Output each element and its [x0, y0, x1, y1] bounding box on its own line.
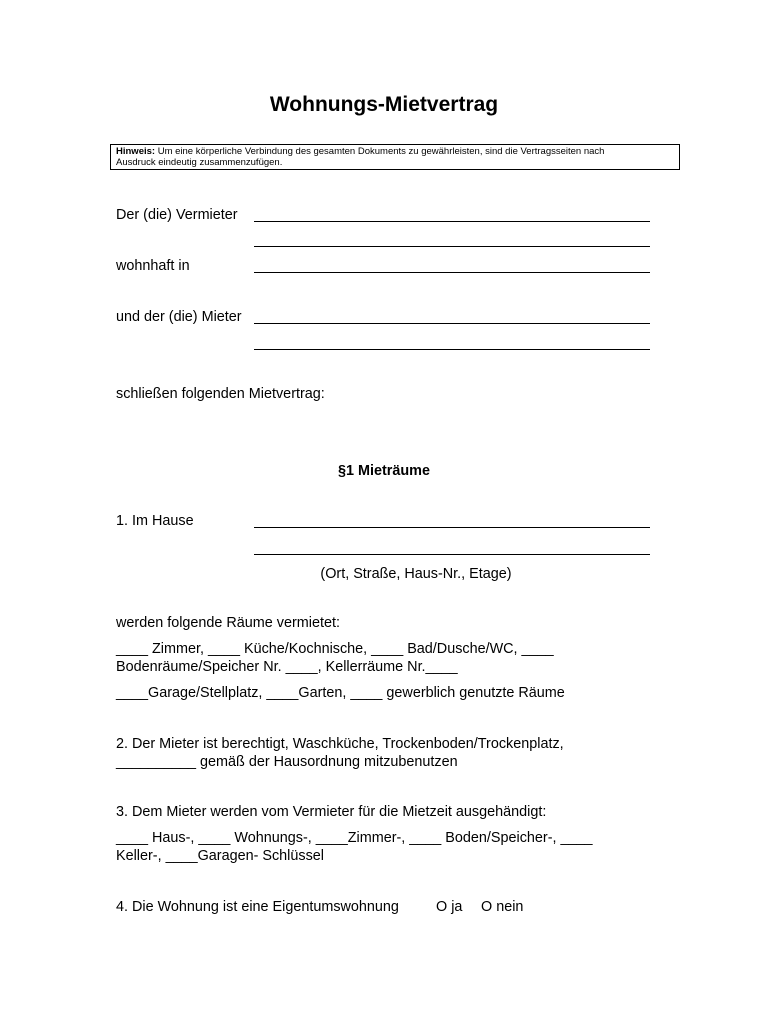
residence-label: wohnhaft in [116, 258, 190, 274]
notice-text-line1: Um eine körperliche Verbindung des gesamten Dokuments zu gewährleisten, sind die Vertragsseiten nach [157, 146, 605, 157]
landlord-name-field[interactable] [254, 221, 650, 222]
item1-label: 1. Im Hause [116, 513, 194, 529]
notice-label: Hinweis: [116, 146, 156, 157]
item2-line-1: 2. Der Mieter ist berechtigt, Waschküche, Trockenboden/Trockenplatz, [116, 736, 564, 752]
option-yes[interactable]: O ja [436, 899, 463, 915]
notice-box [110, 144, 680, 170]
location-hint: (Ort, Straße, Haus-Nr., Etage) [320, 566, 512, 582]
item3-line-2[interactable]: ____ Haus-, ____ Wohnungs-, ____Zimmer-, ____ Boden/Speicher-, ____ [116, 830, 593, 846]
house-address-field-2[interactable] [254, 554, 650, 555]
intro-text: schließen folgenden Mietvertrag: [116, 386, 325, 402]
tenant-name-field[interactable] [254, 323, 650, 324]
page-title: Wohnungs-Mietvertrag [269, 93, 499, 116]
item3-line-1: 3. Dem Mieter werden vom Vermieter für die Mietzeit ausgehändigt: [116, 804, 547, 820]
tenant-name-field-2[interactable] [254, 349, 650, 350]
landlord-name-field-2[interactable] [254, 246, 650, 247]
landlord-label: Der (die) Vermieter [116, 207, 238, 223]
rooms-line-2[interactable]: Bodenräume/Speicher Nr. ____, Kellerräume Nr.____ [116, 659, 458, 675]
tenant-label: und der (die) Mieter [116, 309, 242, 325]
rooms-line-1[interactable]: ____ Zimmer, ____ Küche/Kochnische, ____ Bad/Dusche/WC, ____ [116, 641, 554, 657]
item2-line-2[interactable]: __________ gemäß der Hausordnung mitzubenutzen [116, 754, 458, 770]
item4-label: 4. Die Wohnung ist eine Eigentumswohnung [116, 899, 399, 915]
residence-field[interactable] [254, 272, 650, 273]
house-address-field[interactable] [254, 527, 650, 528]
notice-text-line2: Ausdruck eindeutig zusammenzufügen. [116, 157, 283, 168]
section-heading: §1 Mieträume [338, 463, 430, 479]
option-no[interactable]: O nein [481, 899, 524, 915]
rooms-line-3[interactable]: ____Garage/Stellplatz, ____Garten, ____ gewerblich genutzte Räume [116, 685, 565, 701]
rooms-intro: werden folgende Räume vermietet: [116, 615, 340, 631]
item3-line-3[interactable]: Keller-, ____Garagen- Schlüssel [116, 848, 324, 864]
